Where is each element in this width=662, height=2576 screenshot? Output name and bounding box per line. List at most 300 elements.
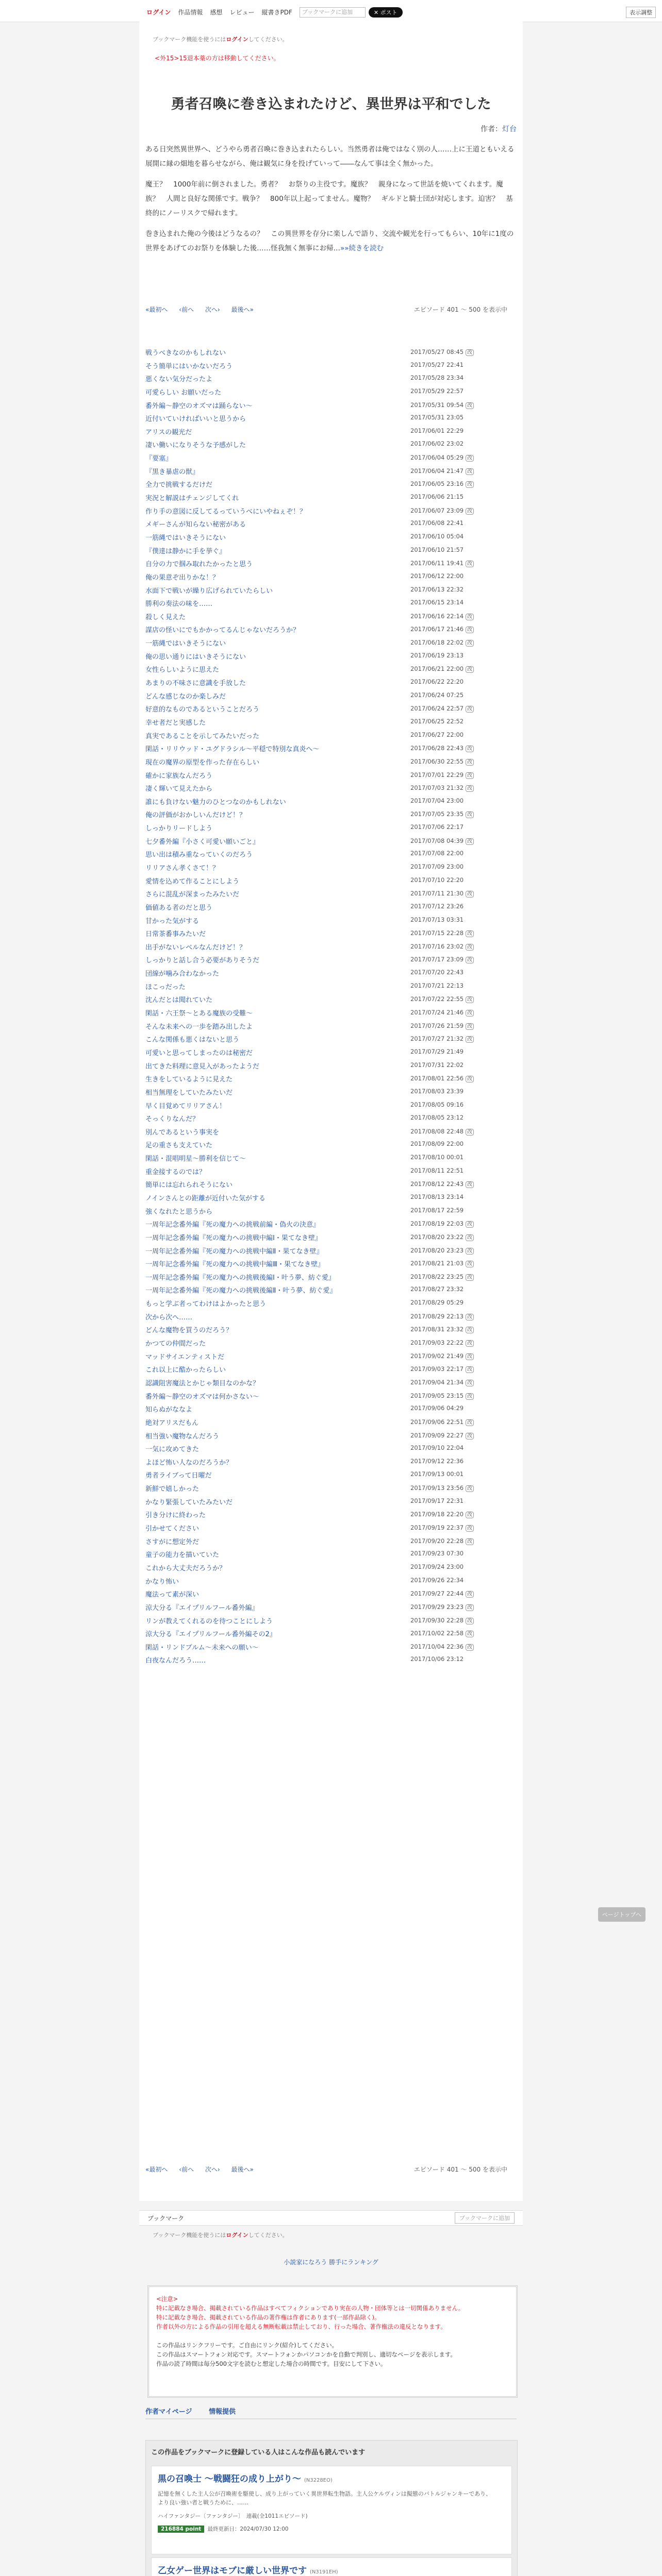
episode-date xyxy=(410,625,474,633)
episode-title-link[interactable]: 絶対アリスだもん xyxy=(145,1419,199,1427)
episode-title-link[interactable]: 童子の能力を描いていた xyxy=(145,1551,220,1560)
episode-date xyxy=(410,427,464,434)
vertical-pdf-link[interactable]: 縦書きPDF xyxy=(261,9,292,16)
related-card-title[interactable]: 乙女ゲー世界はモブに厳しい世界です xyxy=(158,2566,307,2576)
synopsis xyxy=(145,142,517,262)
pager-first[interactable]: «最初へ xyxy=(145,2166,168,2173)
login-inline-link[interactable]: ログイン xyxy=(226,2232,249,2239)
impressions-link[interactable]: 感想 xyxy=(210,9,223,16)
episode-date xyxy=(410,1167,464,1174)
pager-next[interactable]: 次へ› xyxy=(205,306,220,313)
episode-title-link[interactable]: 団線が噛み合わなかった xyxy=(145,970,220,978)
episode-date-text: 2017/06/11 19:41 xyxy=(410,560,464,567)
episode-title-link[interactable]: これ以上に酷かったらしい xyxy=(145,1366,226,1375)
episode-title-link[interactable]: どんな感じなのか楽しみだ xyxy=(145,692,226,701)
episode-title-link[interactable]: 一周年記念番外編『死の魔力への挑戦後編Ⅱ・叶う夢、紡ぐ愛』 xyxy=(145,1287,337,1295)
episode-date xyxy=(410,955,474,963)
episode-row xyxy=(145,1587,517,1600)
episode-row xyxy=(145,636,517,649)
pager-count: エピソード 401 ～ 500 を表示中 xyxy=(413,2166,507,2173)
episode-date-text: 2017/10/02 22:58 xyxy=(410,1630,464,1637)
episode-title-link[interactable]: リリアさん孝くさて！？ xyxy=(145,864,220,872)
episode-title-link[interactable]: 俺の思い通りにはいきそうにない xyxy=(145,653,246,661)
episode-title-link[interactable]: 可愛らしい お願いだった xyxy=(145,388,222,397)
episode-date xyxy=(410,1048,464,1055)
episode-row xyxy=(145,1244,517,1257)
episode-title-link[interactable]: 簡単には忘れられそうにない xyxy=(145,1181,233,1190)
episode-title-link[interactable]: 俺の評価がおかしいんだけど！？ xyxy=(145,811,246,820)
episode-row xyxy=(145,1600,517,1614)
episode-title-link[interactable]: 戦うべきなのかもしれない xyxy=(145,349,226,357)
top-navigation-bar xyxy=(0,0,662,22)
episode-date xyxy=(410,1154,464,1161)
author-link[interactable]: 灯台 xyxy=(502,125,517,133)
episode-date-text: 2017/07/08 04:39 xyxy=(410,837,464,844)
episode-date xyxy=(410,942,474,950)
bookmark-login-note-bottom xyxy=(153,2231,288,2239)
episode-title-link[interactable]: 確かに家族なんだろう xyxy=(145,772,213,780)
episode-date xyxy=(410,771,474,778)
add-bookmark-button[interactable]: ブックマークに追加 xyxy=(455,2212,515,2224)
episode-title-link[interactable]: アリスの観光だ xyxy=(145,428,192,436)
episode-title-link[interactable]: 重金接するのでは？ xyxy=(145,1168,206,1176)
episode-title-link[interactable]: ほこっだった xyxy=(145,983,186,991)
revised-badge: 改 xyxy=(466,1366,474,1373)
episode-title-link[interactable]: 凄く輝いて見えたから xyxy=(145,785,213,793)
episode-row xyxy=(145,1310,517,1323)
episode-title-link[interactable]: 女性らしいように思えた xyxy=(145,666,220,674)
episode-date xyxy=(410,1140,464,1147)
related-card[interactable] xyxy=(151,2557,512,2576)
episode-date xyxy=(410,1352,474,1360)
episode-row xyxy=(145,490,517,504)
episode-title-link[interactable]: 七夕番外編『小さく可愛い願いごと』 xyxy=(145,838,260,846)
episode-date-text: 2017/08/20 23:22 xyxy=(410,1233,464,1241)
episode-date xyxy=(410,757,474,765)
episode-title-link[interactable]: 番外編～静空のオズマは何かさない～ xyxy=(145,1393,259,1401)
episode-title-link[interactable]: 『僕達は静かに手を挙ぐ』 xyxy=(145,547,226,555)
episode-row xyxy=(145,1336,517,1349)
novel-title: 勇者召喚に巻き込まれたけど、異世界は平和でした xyxy=(171,96,491,112)
episode-date xyxy=(410,1180,474,1188)
bookmark-add-field[interactable]: ブックマークに追加 xyxy=(300,7,366,18)
episode-date-text: 2017/07/09 23:00 xyxy=(410,862,464,870)
episode-row xyxy=(145,1429,517,1442)
episode-title-link[interactable]: 甘かった気がする xyxy=(145,917,200,925)
episode-title-link[interactable]: 一筋縄ではいきそうにない xyxy=(145,640,226,648)
episode-title-link[interactable]: どんな魔物を買うのだろう？ xyxy=(145,1327,233,1335)
episode-title-link[interactable]: 勝利の奏法の味を…… xyxy=(145,600,213,608)
episode-title-link[interactable]: 番外編～静空のオズマは踊らない～ xyxy=(145,402,253,410)
episode-date xyxy=(410,1523,474,1531)
episode-date xyxy=(410,1431,474,1439)
revised-badge: 改 xyxy=(466,1340,474,1347)
episode-title-link[interactable]: 相当無理をしていたみたいだ xyxy=(145,1089,233,1097)
episode-date xyxy=(410,572,464,580)
revised-badge: 改 xyxy=(466,1181,474,1188)
episode-title-link[interactable]: 愛情を込めて作ることにしよう xyxy=(145,877,240,886)
episode-title-link[interactable]: 全力で挑戦するだけだ xyxy=(145,481,213,489)
episode-title-link[interactable]: 水面下で戦いが繰り広げられていたらしい xyxy=(145,587,273,595)
revised-badge: 改 xyxy=(466,1010,474,1016)
episode-title-link[interactable]: 価値ある者のだと思う xyxy=(145,904,213,912)
episode-date xyxy=(410,612,474,620)
episode-title-link[interactable]: しっかりと話し合う必要がありそうだ xyxy=(145,957,260,965)
pager-prev[interactable]: ‹前へ xyxy=(179,306,194,313)
episode-row xyxy=(145,781,517,794)
revised-badge: 改 xyxy=(466,1644,474,1651)
episode-title-link[interactable]: 強くなれたと思うから xyxy=(145,1208,213,1216)
episode-date xyxy=(410,704,474,712)
pager-next[interactable]: 次へ› xyxy=(205,2166,220,2173)
episode-title-link[interactable]: 真実であることを示してみたいだった xyxy=(145,732,260,740)
episode-date xyxy=(410,1088,464,1095)
episode-title-link[interactable]: 引き分けに終わった xyxy=(145,1512,206,1520)
episode-row xyxy=(145,847,517,860)
related-heading: この作品をブックマークに登録している人はこんな作品も読んでいます xyxy=(151,2449,366,2456)
episode-title-link[interactable]: 生きをしているように見えた xyxy=(145,1076,233,1084)
episode-row xyxy=(145,425,517,438)
episode-date xyxy=(410,1404,464,1412)
login-link[interactable]: ログイン xyxy=(146,9,171,16)
episode-date-text: 2017/09/03 22:22 xyxy=(410,1339,464,1347)
episode-date-text: 2017/08/17 22:59 xyxy=(410,1206,464,1214)
episode-date xyxy=(410,876,464,884)
pager-prev[interactable]: ‹前へ xyxy=(179,2166,194,2173)
episode-row xyxy=(145,544,517,557)
episode-row xyxy=(145,504,517,517)
revised-badge: 改 xyxy=(466,666,474,673)
episode-row xyxy=(145,1072,517,1085)
episode-row xyxy=(145,1177,517,1191)
episode-title-link[interactable]: こんな関係も悪くはないと思う xyxy=(145,1036,240,1044)
x-post-button[interactable]: ✕ ポスト xyxy=(369,7,403,18)
episode-row xyxy=(145,913,517,927)
episode-title-link[interactable]: 涼大分る『エイプリルフール番外編』 xyxy=(145,1604,259,1612)
episode-title-link[interactable]: 知らぬがななよ xyxy=(145,1406,193,1414)
episode-date xyxy=(410,665,474,672)
episode-row xyxy=(145,1217,517,1230)
episode-title-link[interactable]: 思い出は積み重なっていくのだろう xyxy=(145,851,253,859)
episode-date xyxy=(410,1259,474,1267)
episode-title-link[interactable]: もっと学ぶ者ってわけはよかったと思う xyxy=(145,1300,267,1309)
episode-date-text: 2017/09/29 23:23 xyxy=(410,1603,464,1611)
episode-title-link[interactable]: 一周年記念番外編『死の魔力への挑戦中編Ⅰ・果てなき壁』 xyxy=(145,1234,322,1242)
episode-title-link[interactable]: 白夜なんだろう…… xyxy=(145,1657,206,1665)
episode-title-link[interactable]: 殺しく見えた xyxy=(145,613,186,621)
episode-date xyxy=(410,784,474,791)
episode-date-text: 2017/05/31 09:54 xyxy=(410,401,464,409)
episode-title-link[interactable]: マッドサイエンティストだ xyxy=(145,1353,225,1361)
episode-date xyxy=(410,1642,474,1650)
episode-date-text: 2017/10/04 22:36 xyxy=(410,1642,464,1650)
episode-title-link[interactable]: 相当強い魔物なんだろう xyxy=(145,1432,220,1440)
episode-row xyxy=(145,1653,517,1666)
revised-badge: 改 xyxy=(466,1129,474,1136)
episode-date xyxy=(410,744,474,752)
episode-title-link[interactable]: ノインさんとの距離が近付いた気がする xyxy=(145,1195,266,1202)
episode-date-text: 2017/07/20 22:43 xyxy=(410,969,464,976)
episode-row xyxy=(145,1045,517,1059)
revised-badge: 改 xyxy=(466,508,474,515)
episode-title-link[interactable]: 悪くない気分だったよ xyxy=(145,376,213,384)
episode-row xyxy=(145,953,517,966)
episode-row xyxy=(145,437,517,451)
episode-title-link[interactable]: よほど怖い人なのだろうか？ xyxy=(145,1459,233,1467)
tab-report[interactable]: 情報提供 xyxy=(209,2408,236,2416)
episode-date-text: 2017/06/10 21:57 xyxy=(410,546,464,553)
episode-title-link[interactable]: 近付いていければいいと思うから xyxy=(145,415,246,423)
episode-row xyxy=(145,1204,517,1217)
episode-row xyxy=(145,530,517,544)
episode-row xyxy=(145,596,517,609)
review-link[interactable]: レビュー xyxy=(229,9,255,16)
revised-badge: 改 xyxy=(466,1419,474,1426)
episode-title-link[interactable]: 閑話・リリウッド・ユグドラシル～平穏で特別な真炎へ～ xyxy=(145,745,320,754)
episode-title-link[interactable]: 『黒き暴虐の獣』 xyxy=(145,468,200,476)
ranking-link[interactable]: 小説家になろう 勝手にランキング xyxy=(284,2259,378,2266)
episode-title-link[interactable]: 新鮮で嬉しかった xyxy=(145,1485,200,1494)
episode-row xyxy=(145,1085,517,1098)
episode-title-link[interactable]: さらに混乱が深まったみたいだ xyxy=(145,891,240,899)
episode-date xyxy=(410,1101,464,1108)
author-label: 作者： xyxy=(481,125,502,133)
episode-title-link[interactable]: 引かせてください xyxy=(145,1525,200,1533)
episode-row xyxy=(145,1402,517,1415)
works-info-link[interactable]: 作品情報 xyxy=(178,9,203,16)
episode-title-link[interactable]: 足の重さも支えていた xyxy=(145,1142,213,1150)
login-inline-link[interactable]: ログイン xyxy=(226,36,249,43)
revised-badge: 改 xyxy=(466,759,474,766)
episode-row xyxy=(145,1362,517,1376)
episode-date-text: 2017/09/19 22:37 xyxy=(410,1524,464,1532)
episode-title-link[interactable]: 早く目覚めてリリアさん！ xyxy=(145,1102,226,1110)
episode-date xyxy=(410,1510,474,1518)
episode-date-text: 2017/09/23 07:30 xyxy=(410,1550,464,1557)
episode-title-link[interactable]: しっかりリードしよう xyxy=(145,825,213,833)
episode-date-text: 2017/08/10 00:01 xyxy=(410,1154,464,1161)
revised-badge: 改 xyxy=(466,1248,474,1255)
revised-badge: 改 xyxy=(466,1274,474,1281)
episode-title-link[interactable]: 別んであるという事実を xyxy=(145,1128,220,1137)
synopsis-text-3: 巻き込まれた俺の今後はどうなるの？ この異世界を存分に楽しんで語り、交流や観光を行ってもらい、10年に1度の世界をあげてのお祭りを体験した後……怪我無く無事にお帰… xyxy=(145,230,514,252)
episode-date-text: 2017/09/04 21:34 xyxy=(410,1378,464,1386)
episode-row xyxy=(145,622,517,636)
episode-date xyxy=(410,1338,474,1346)
episode-title-link[interactable]: 好意的なものであるということだろう xyxy=(145,706,260,714)
episode-title-link[interactable]: 涼大分る『エイプリルフール番外編その2』 xyxy=(145,1631,276,1639)
episode-date-text: 2017/09/06 22:51 xyxy=(410,1418,464,1426)
episode-title-link[interactable]: 沈んだとは聞れていた xyxy=(145,996,213,1005)
episode-date-text: 2017/07/13 03:31 xyxy=(410,916,464,923)
episode-date xyxy=(410,718,464,725)
episode-title-link[interactable]: 一気に攻めてきた xyxy=(145,1446,200,1454)
episode-title-link[interactable]: 出手がないレベルなんだけど！？ xyxy=(145,943,246,952)
episode-title-link[interactable]: 一筋縄ではいきそうにない xyxy=(145,534,226,542)
display-settings-button[interactable]: 表示調整 xyxy=(626,7,656,18)
pager-top xyxy=(145,305,517,314)
episode-title-link[interactable]: 一周年記念番外編『死の魔力への挑戦中編Ⅲ・果てなき壁』 xyxy=(145,1261,324,1269)
revised-badge: 改 xyxy=(466,1023,474,1030)
episode-title-link[interactable]: 俺の果意ぞ出りかな！？ xyxy=(145,573,220,582)
episode-title-link[interactable]: 一周年記念番外編『死の魔力への挑戦後編Ⅰ・叶う夢、紡ぐ愛』 xyxy=(145,1274,335,1282)
episode-row xyxy=(145,1561,517,1574)
episode-row xyxy=(145,359,517,372)
related-card-title[interactable]: 黒の召喚士 ～戦闘狂の成り上がり～ xyxy=(158,2474,301,2484)
pager-first[interactable]: «最初へ xyxy=(145,306,168,313)
episode-date-text: 2017/07/29 21:49 xyxy=(410,1047,464,1055)
related-card-updated: 最終更新日：2024/07/30 12:00 xyxy=(207,2526,289,2532)
episode-row xyxy=(145,371,517,385)
episode-date xyxy=(410,1365,474,1372)
episode-list xyxy=(145,345,517,1666)
episode-row xyxy=(145,411,517,425)
episode-title-link[interactable]: 次から次へ…… xyxy=(145,1313,193,1321)
series-notice-link[interactable]: <外15>15退本薬の方は移動してください。 xyxy=(155,55,280,62)
episode-date-text: 2017/07/04 23:00 xyxy=(410,796,464,804)
revised-badge: 改 xyxy=(466,1314,474,1320)
related-card-genre: ハイファンタジー〔ファンタジー〕 xyxy=(158,2513,241,2519)
episode-row xyxy=(145,583,517,597)
episode-date xyxy=(410,467,474,474)
episode-row xyxy=(145,1640,517,1653)
episode-title-link[interactable]: 現在の魔界の原型を作った存在らしい xyxy=(145,758,260,767)
episode-title-link[interactable]: 一周年記念番外編『死の魔力への挑戦中編Ⅱ・果てなき壁』 xyxy=(145,1247,323,1256)
episode-date xyxy=(410,480,474,487)
page-top-button[interactable]: ページトップへ xyxy=(598,1907,646,1922)
revised-badge: 改 xyxy=(466,811,474,818)
episode-row xyxy=(145,1019,517,1032)
episode-title-link[interactable]: 自分の力で掴み取れたかったと思う xyxy=(145,561,253,569)
episode-date-text: 2017/09/09 22:27 xyxy=(410,1431,464,1439)
episode-title-link[interactable]: あまりの不味さに意識を手放した xyxy=(145,680,246,688)
episode-date-text: 2017/06/17 21:46 xyxy=(410,625,464,633)
episode-date-text: 2017/06/06 21:15 xyxy=(410,493,464,501)
related-card-status: 連載(全1011エピソード) xyxy=(246,2513,308,2519)
revised-badge: 改 xyxy=(466,745,474,752)
episode-row xyxy=(145,1138,517,1151)
episode-date xyxy=(410,863,464,870)
episode-date-text: 2017/08/13 23:14 xyxy=(410,1193,464,1200)
episode-date xyxy=(410,440,464,447)
episode-title-link[interactable]: 認識阻害魔法とかじゃ類目なのかな？ xyxy=(145,1379,260,1387)
episode-row xyxy=(145,926,517,940)
episode-title-link[interactable]: さすがに想定外だ xyxy=(145,1538,200,1546)
episode-date xyxy=(410,969,464,976)
episode-title-link[interactable]: リンが教えてくれるのを待つことにしよう xyxy=(145,1617,273,1625)
episode-title-link[interactable]: 誰にも負けない魅力のひとつなのかもしれない xyxy=(145,798,286,806)
episode-title-link[interactable]: 勇者ライブって日曜だ xyxy=(145,1472,212,1480)
episode-date xyxy=(410,519,464,527)
read-more-link[interactable]: »»続きを読む xyxy=(340,244,384,252)
episode-title-link[interactable]: そう簡単にはいかないだろう xyxy=(145,362,233,370)
pager-last[interactable]: 最後へ» xyxy=(231,306,254,313)
revised-badge: 改 xyxy=(466,561,474,567)
episode-title-link[interactable]: 閑話・混唱明星～勝利を信じて～ xyxy=(145,1155,246,1163)
episode-date-text: 2017/06/18 22:02 xyxy=(410,639,464,647)
episode-title-link[interactable]: そっくりなんだ？ xyxy=(145,1115,200,1124)
episode-date-text: 2017/08/08 22:48 xyxy=(410,1127,464,1135)
note-prefix: ブックマーク機能を使うには xyxy=(153,36,226,43)
episode-date xyxy=(410,1378,474,1386)
episode-title-link[interactable]: 実況と解説はチェンジしてくれ xyxy=(145,495,239,503)
episode-date xyxy=(410,493,464,500)
episode-row xyxy=(145,768,517,782)
episode-date-text: 2017/06/27 22:00 xyxy=(410,731,464,738)
episode-row xyxy=(145,1111,517,1125)
episode-title-link[interactable]: 可愛いと思ってしまったのは秘密だ xyxy=(145,1049,253,1057)
episode-row xyxy=(145,1455,517,1468)
episode-title-link[interactable]: 閑話・リンドブルム～未来への願い～ xyxy=(145,1643,259,1652)
episode-date-text: 2017/08/12 22:43 xyxy=(410,1180,464,1188)
episode-title-link[interactable]: そんな未来への一歩を踏み出したよ xyxy=(145,1023,253,1031)
episode-date xyxy=(410,1035,474,1042)
episode-date-text: 2017/06/13 22:32 xyxy=(410,585,464,593)
episode-date-text: 2017/06/16 22:14 xyxy=(410,612,464,620)
bookmark-label: ブックマーク xyxy=(147,2215,185,2222)
episode-row xyxy=(145,1164,517,1178)
episode-title-link[interactable]: これから大丈夫だろうか？ xyxy=(145,1564,226,1572)
episode-title-link[interactable]: 出てきた料理に意見入があったようだ xyxy=(145,1062,259,1071)
episode-title-link[interactable]: 魔法って素が深い xyxy=(145,1591,200,1599)
revised-badge: 改 xyxy=(466,640,474,647)
notice-red-1: 特に記載なき場合、掲載されている作品はすべてフィクションであり実在の人物・団体等とは一切関係ありません。 xyxy=(156,2304,465,2312)
episode-title-link[interactable]: 『要塞』 xyxy=(145,455,173,463)
revised-badge: 改 xyxy=(466,1221,474,1228)
episode-date xyxy=(410,1563,464,1570)
episode-title-link[interactable]: 作り手の意図に反してるっていうべにいやねぇぞ！？ xyxy=(145,507,307,516)
tab-author-mypage[interactable]: 作者マイページ xyxy=(145,2408,192,2416)
episode-date xyxy=(410,401,474,409)
episode-title-link[interactable]: 日常茶番事みたいだ xyxy=(145,930,206,939)
bookmark-bar xyxy=(139,2210,523,2226)
episode-date xyxy=(410,1114,464,1121)
episode-row xyxy=(145,1415,517,1429)
episode-row xyxy=(145,662,517,675)
notice-red-2: 特に記載なき場合、掲載されている作品の著作権は作者にあります(一部作品除く)。 xyxy=(156,2314,380,2321)
episode-date-text: 2017/07/22 22:55 xyxy=(410,995,464,1003)
revised-badge: 改 xyxy=(466,1433,474,1439)
episode-date-text: 2017/09/30 22:28 xyxy=(410,1616,464,1624)
episode-title-link[interactable]: かなり緊張していたみたいだ xyxy=(145,1498,233,1506)
episode-row xyxy=(145,834,517,848)
episode-title-link[interactable]: 閑話・六王祭～とある魔族の受難～ xyxy=(145,1010,253,1018)
pager-last[interactable]: 最後へ» xyxy=(231,2166,254,2173)
episode-date xyxy=(410,1022,474,1029)
episode-row xyxy=(145,1296,517,1310)
revised-badge: 改 xyxy=(466,772,474,779)
episode-date xyxy=(410,387,464,395)
episode-row xyxy=(145,702,517,715)
episode-title-link[interactable]: 凄い働いになりそうな予感がした xyxy=(145,442,246,450)
episode-title-link[interactable]: 幸せ者だと実感した xyxy=(145,719,206,727)
episode-date xyxy=(410,506,474,514)
episode-date-text: 2017/06/15 23:14 xyxy=(410,599,464,606)
revised-badge: 改 xyxy=(466,402,474,409)
episode-title-link[interactable]: 謀店の怪いにでもかかってるんじゃないだろうか？ xyxy=(145,626,300,635)
revised-badge: 改 xyxy=(466,930,474,937)
pager-count: エピソード 401 ～ 500 を表示中 xyxy=(413,306,507,313)
related-card[interactable] xyxy=(151,2466,512,2554)
episode-title-link[interactable]: かなり怖い xyxy=(145,1578,179,1586)
episode-date xyxy=(410,982,464,989)
episode-date-text: 2017/06/24 22:57 xyxy=(410,705,464,713)
episode-title-link[interactable]: かつての仲間だった xyxy=(145,1340,206,1348)
episode-title-link[interactable]: 一周年記念番外編『死の魔力への挑戦前編・偽火の決意』 xyxy=(145,1221,320,1229)
episode-date-text: 2017/05/28 23:34 xyxy=(410,374,464,382)
revised-badge: 改 xyxy=(466,1618,474,1624)
episode-title-link[interactable]: メギーさんが知らない秘密がある xyxy=(145,521,246,529)
